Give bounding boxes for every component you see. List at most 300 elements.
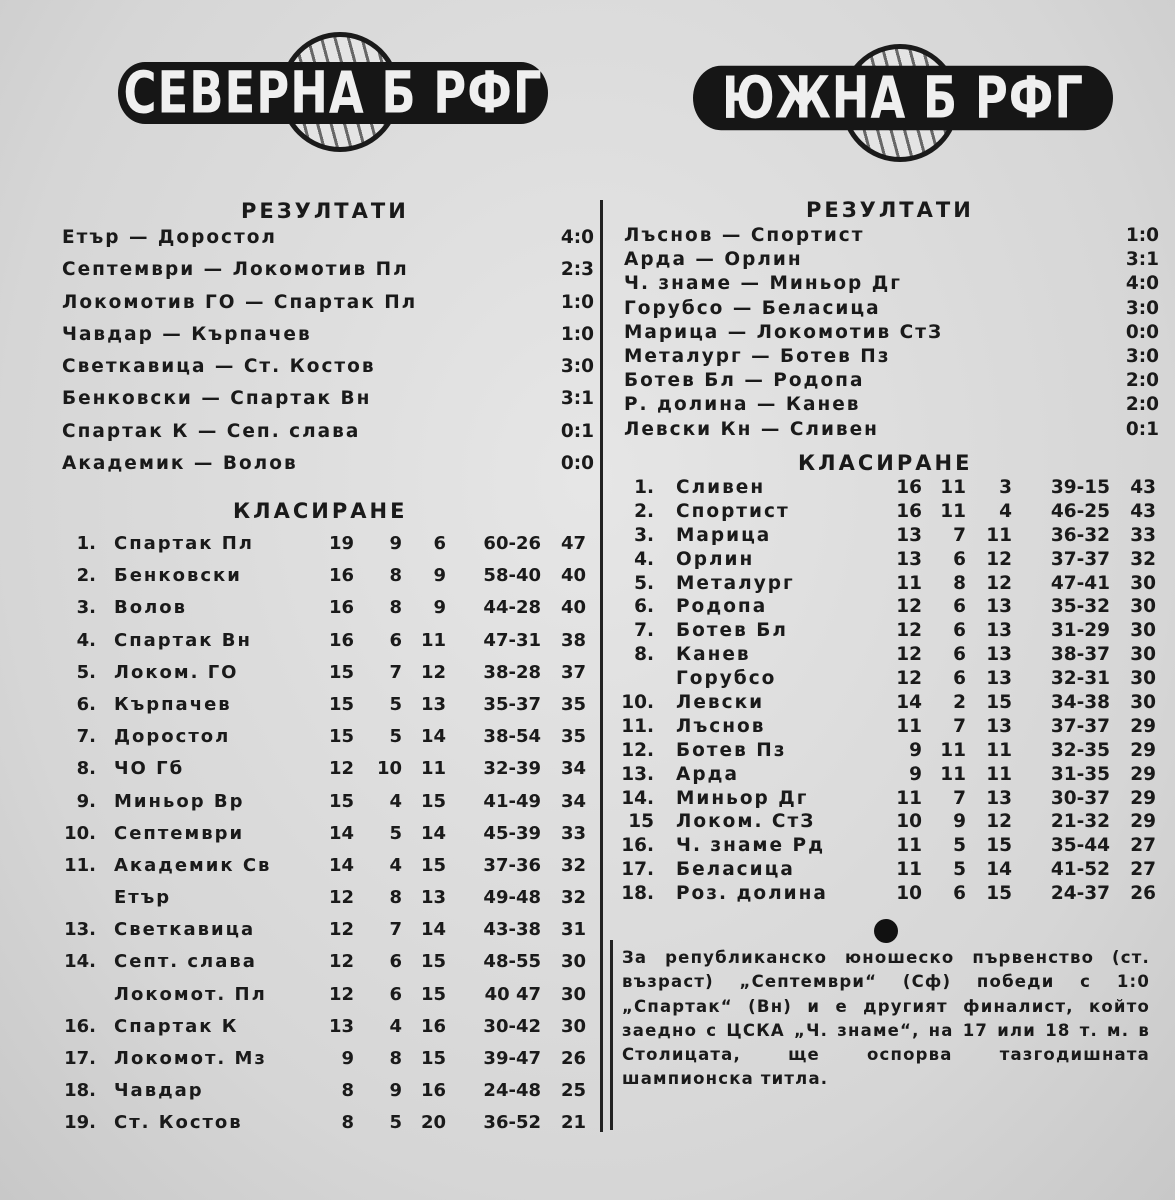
north-banner [118, 32, 548, 162]
points: 26 [1130, 883, 1156, 905]
goal-difference: 46-25 [1050, 500, 1110, 522]
draws: 6 [953, 548, 966, 570]
wins: 15 [328, 661, 354, 683]
draws: 4 [389, 790, 402, 812]
wins: 15 [328, 693, 354, 715]
goal-difference: 34-38 [1050, 692, 1110, 714]
wins: 8 [341, 1112, 354, 1134]
wins: 14 [328, 822, 354, 844]
draws: 6 [953, 596, 966, 618]
wins: 13 [328, 1015, 354, 1037]
goal-difference: 37-37 [1050, 715, 1110, 737]
goal-difference: 44-28 [483, 597, 541, 619]
wins: 13 [896, 524, 922, 546]
standings-row [46, 850, 586, 882]
draws: 7 [953, 787, 966, 809]
match-score: 0:0 [560, 453, 594, 475]
standings-row [604, 476, 1156, 500]
position-number: 6. [76, 693, 96, 715]
position-number: 19. [64, 1112, 96, 1134]
position-number: 15 [628, 811, 654, 833]
losses: 6 [433, 533, 446, 554]
position-number: 13. [64, 919, 96, 941]
result-row [624, 418, 1159, 442]
draws: 7 [389, 919, 402, 941]
match-score: 2:3 [560, 259, 594, 281]
standings-row [604, 810, 1156, 834]
match-score: 2:0 [1125, 394, 1159, 416]
position-number: 12. [621, 739, 654, 761]
standings-row [604, 739, 1156, 763]
points: 30 [560, 1015, 586, 1037]
draws: 9 [389, 1080, 402, 1102]
draws: 5 [953, 835, 966, 857]
position-number: 3. [76, 597, 96, 619]
result-row [62, 383, 594, 415]
standings-row [46, 1107, 586, 1139]
match-score: 3:0 [560, 356, 594, 378]
draws: 10 [376, 758, 402, 780]
goal-difference: 35-32 [1050, 596, 1110, 618]
goal-difference: 30-37 [1050, 787, 1110, 809]
goal-difference: 30-42 [483, 1015, 541, 1037]
draws: 8 [389, 597, 402, 619]
position-number: 11. [621, 715, 654, 737]
position-number: 10. [64, 822, 96, 844]
draws: 5 [389, 726, 402, 748]
losses: 11 [986, 524, 1012, 546]
points: 40 [560, 597, 586, 619]
standings-row [604, 691, 1156, 715]
team-name: Орлин [676, 548, 755, 570]
goal-difference: 60-26 [483, 533, 541, 554]
position-number: 1. [634, 477, 654, 498]
losses: 15 [986, 883, 1012, 905]
team-name: Ботев Пз [676, 739, 787, 761]
match-score: 1:0 [1125, 225, 1159, 246]
match-teams: Лъснов — Спортист [624, 225, 865, 246]
standings-row [46, 1011, 586, 1043]
wins: 12 [896, 596, 922, 618]
match-teams: Арда — Орлин [624, 249, 803, 271]
team-name: Локом. СтЗ [676, 811, 816, 833]
losses: 13 [986, 787, 1012, 809]
match-score: 4:0 [1125, 273, 1159, 295]
wins: 19 [328, 533, 354, 554]
goal-difference: 38-37 [1050, 644, 1110, 666]
south-results-list [624, 224, 1159, 442]
position-number: 16. [621, 835, 654, 857]
match-score: 1:0 [560, 323, 594, 345]
points: 43 [1130, 477, 1156, 498]
position-number: 6. [634, 596, 654, 618]
match-score: 0:1 [1125, 418, 1159, 440]
match-score: 0:0 [1125, 321, 1159, 343]
standings-row [604, 572, 1156, 596]
standings-row [46, 882, 586, 914]
result-row [624, 321, 1159, 345]
goal-difference: 39-15 [1050, 477, 1110, 498]
position-number: 1. [76, 533, 96, 554]
position-number: 13. [621, 763, 654, 785]
points: 30 [1130, 596, 1156, 618]
points: 31 [560, 919, 586, 941]
draws: 9 [953, 811, 966, 833]
goal-difference: 32-31 [1050, 668, 1110, 690]
losses: 9 [433, 565, 446, 587]
wins: 15 [328, 790, 354, 812]
standings-row [604, 643, 1156, 667]
goal-difference: 45-39 [483, 822, 541, 844]
result-row [62, 287, 594, 319]
match-score: 1:0 [560, 291, 594, 313]
wins: 12 [896, 668, 922, 690]
team-name: Ч. знаме Рд [676, 835, 826, 857]
result-row [62, 351, 594, 383]
team-name: Кърпачев [114, 693, 232, 715]
draws: 6 [389, 951, 402, 973]
standings-row [46, 914, 586, 946]
wins: 12 [328, 887, 354, 909]
points: 29 [1130, 763, 1156, 785]
standings-row [46, 625, 586, 657]
losses: 14 [986, 859, 1012, 881]
wins: 9 [909, 763, 922, 785]
losses: 13 [420, 693, 446, 715]
result-row [624, 272, 1159, 296]
goal-difference: 31-29 [1050, 620, 1110, 642]
south-banner [693, 40, 1113, 160]
result-row [62, 254, 594, 286]
match-score: 0:1 [560, 420, 594, 442]
goal-difference: 35-44 [1050, 835, 1110, 857]
draws: 8 [389, 1048, 402, 1069]
losses: 14 [420, 822, 446, 844]
match-teams: Светкавица — Ст. Костов [62, 356, 376, 378]
match-teams: Металург — Ботев Пз [624, 345, 891, 367]
points: 21 [560, 1112, 586, 1134]
goal-difference: 47-41 [1050, 572, 1110, 594]
goal-difference: 24-48 [483, 1080, 541, 1102]
draws: 6 [389, 629, 402, 651]
wins: 9 [909, 739, 922, 761]
match-teams: Ч. знаме — Миньор Дг [624, 273, 902, 295]
team-name: Ст. Костов [114, 1112, 243, 1134]
points: 47 [560, 533, 586, 554]
losses: 13 [986, 620, 1012, 642]
draws: 4 [389, 1015, 402, 1037]
team-name: Сливен [676, 477, 766, 498]
standings-row [46, 1043, 586, 1075]
position-number: 3. [634, 524, 654, 546]
points: 27 [1130, 859, 1156, 881]
losses: 11 [420, 758, 446, 780]
wins: 10 [896, 811, 922, 833]
team-name: Металург [676, 572, 795, 594]
match-teams: Бенковски — Спартак Вн [62, 388, 372, 410]
position-number: 11. [64, 854, 96, 876]
team-name: Септ. слава [114, 951, 257, 973]
losses: 15 [420, 790, 446, 812]
position-number: 10. [621, 692, 654, 714]
team-name: Локомот. Мз [114, 1048, 267, 1069]
goal-difference: 38-54 [483, 726, 541, 748]
points: 30 [1130, 572, 1156, 594]
team-name: ЧО Гб [114, 758, 185, 780]
team-name: Беласица [676, 859, 795, 881]
north-results-list [62, 222, 594, 480]
standings-row [604, 667, 1156, 691]
standings-row [604, 548, 1156, 572]
goal-difference: 39-47 [483, 1048, 541, 1069]
losses: 15 [420, 1048, 446, 1069]
position-number: 4. [634, 548, 654, 570]
position-number: 5. [634, 572, 654, 594]
bullet-dot [874, 919, 898, 943]
draws: 6 [389, 983, 402, 1005]
north-standings-table [46, 528, 586, 1140]
losses: 13 [986, 715, 1012, 737]
points: 30 [1130, 668, 1156, 690]
goal-difference: 32-35 [1050, 739, 1110, 761]
team-name: Локомот. Пл [114, 983, 267, 1005]
standings-row [604, 787, 1156, 811]
match-score: 3:1 [560, 388, 594, 410]
north-results-heading: РЕЗУЛТАТИ [241, 199, 409, 223]
draws: 5 [389, 693, 402, 715]
goal-difference: 35-37 [483, 693, 541, 715]
result-row [624, 393, 1159, 417]
team-name: Арда [676, 763, 739, 785]
wins: 9 [341, 1048, 354, 1069]
position-number: 8. [76, 758, 96, 780]
draws: 8 [389, 565, 402, 587]
match-teams: Ботев Бл — Родопа [624, 370, 865, 392]
points: 34 [560, 790, 586, 812]
team-name: Спартак Вн [114, 629, 252, 651]
goal-difference: 37-37 [1050, 548, 1110, 570]
draws: 8 [389, 887, 402, 909]
wins: 14 [328, 854, 354, 876]
match-teams: Локомотив ГО — Спартак Пл [62, 291, 418, 313]
team-name: Локом. ГО [114, 661, 239, 683]
draws: 5 [953, 859, 966, 881]
losses: 13 [986, 596, 1012, 618]
standings-row [46, 818, 586, 850]
losses: 12 [420, 661, 446, 683]
points: 27 [1130, 835, 1156, 857]
standings-row [46, 721, 586, 753]
standings-row [46, 979, 586, 1011]
losses: 12 [986, 572, 1012, 594]
standings-row [604, 524, 1156, 548]
wins: 16 [328, 597, 354, 619]
goal-difference: 36-52 [483, 1112, 541, 1134]
wins: 16 [328, 565, 354, 587]
goal-difference: 31-35 [1050, 763, 1110, 785]
goal-difference: 43-38 [483, 919, 541, 941]
points: 35 [560, 726, 586, 748]
result-row [624, 248, 1159, 272]
team-name: Етър [114, 887, 172, 909]
losses: 4 [999, 500, 1012, 522]
position-number: 14. [621, 787, 654, 809]
result-row [624, 345, 1159, 369]
wins: 11 [896, 859, 922, 881]
losses: 13 [420, 887, 446, 909]
result-row [62, 319, 594, 351]
position-number: 9. [76, 790, 96, 812]
standings-row [604, 834, 1156, 858]
goal-difference: 58-40 [483, 565, 541, 587]
team-name: Левски [676, 692, 765, 714]
points: 32 [560, 854, 586, 876]
wins: 14 [896, 692, 922, 714]
team-name: Светкавица [114, 919, 256, 941]
wins: 12 [328, 983, 354, 1005]
standings-row [604, 715, 1156, 739]
standings-row [604, 858, 1156, 882]
points: 33 [560, 822, 586, 844]
match-teams: Септември — Локомотив Пл [62, 259, 409, 281]
losses: 15 [986, 835, 1012, 857]
points: 26 [560, 1048, 586, 1069]
goal-difference: 41-49 [483, 790, 541, 812]
position-number: 8. [634, 644, 654, 666]
team-name: Чавдар [114, 1080, 204, 1102]
team-name: Спортист [676, 500, 790, 522]
position-number: 4. [76, 629, 96, 651]
losses: 12 [986, 811, 1012, 833]
standings-row [46, 753, 586, 785]
match-teams: Горубсо — Беласица [624, 297, 881, 319]
goal-difference: 40 47 [484, 983, 541, 1005]
match-score: 4:0 [560, 227, 594, 248]
wins: 11 [896, 787, 922, 809]
goal-difference: 41-52 [1050, 859, 1110, 881]
points: 40 [560, 565, 586, 587]
wins: 16 [328, 629, 354, 651]
column-divider [600, 200, 603, 1132]
team-name: Марица [676, 524, 772, 546]
goal-difference: 36-32 [1050, 524, 1110, 546]
points: 33 [1130, 524, 1156, 546]
losses: 15 [420, 983, 446, 1005]
points: 30 [1130, 620, 1156, 642]
match-teams: Левски Кн — Сливен [624, 418, 879, 440]
standings-row [46, 689, 586, 721]
losses: 9 [433, 597, 446, 619]
losses: 13 [986, 668, 1012, 690]
points: 30 [560, 983, 586, 1005]
draws: 6 [953, 644, 966, 666]
standings-row [604, 595, 1156, 619]
result-row [624, 224, 1159, 248]
goal-difference: 49-48 [483, 887, 541, 909]
team-name: Бенковски [114, 565, 242, 587]
draws: 11 [940, 500, 966, 522]
wins: 12 [328, 758, 354, 780]
standings-row [46, 560, 586, 592]
team-name: Септември [114, 822, 245, 844]
team-name: Ботев Бл [676, 620, 788, 642]
goal-difference: 48-55 [483, 951, 541, 973]
position-number: 2. [634, 500, 654, 522]
team-name: Спартак Пл [114, 533, 254, 554]
points: 35 [560, 693, 586, 715]
south-results-heading: РЕЗУЛТАТИ [806, 198, 974, 222]
draws: 5 [389, 822, 402, 844]
points: 30 [1130, 644, 1156, 666]
draws: 7 [389, 661, 402, 683]
team-name: Лъснов [676, 715, 766, 737]
goal-difference: 32-39 [483, 758, 541, 780]
position-number: 18. [64, 1080, 96, 1102]
south-standings-heading: КЛАСИРАНЕ [798, 451, 973, 475]
draws: 6 [953, 883, 966, 905]
draws: 11 [940, 477, 966, 498]
losses: 20 [420, 1112, 446, 1134]
match-teams: Спартак К — Сеп. слава [62, 420, 361, 442]
match-score: 3:0 [1125, 297, 1159, 319]
points: 30 [560, 951, 586, 973]
match-teams: Академик — Волов [62, 453, 298, 475]
wins: 11 [896, 572, 922, 594]
wins: 12 [328, 919, 354, 941]
north-banner-title: СЕВЕРНА Б РФГ [118, 62, 548, 124]
wins: 12 [896, 644, 922, 666]
position-number: 2. [76, 565, 96, 587]
draws: 2 [953, 692, 966, 714]
points: 37 [560, 661, 586, 683]
wins: 8 [341, 1080, 354, 1102]
position-number: 7. [634, 620, 654, 642]
losses: 15 [420, 854, 446, 876]
standings-row [604, 763, 1156, 787]
wins: 11 [896, 715, 922, 737]
team-name: Доростол [114, 726, 231, 748]
standings-row [604, 882, 1156, 906]
losses: 11 [986, 763, 1012, 785]
draws: 6 [953, 620, 966, 642]
losses: 15 [420, 951, 446, 973]
match-score: 3:1 [1125, 249, 1159, 271]
draws: 9 [389, 533, 402, 554]
youth-championship-note: За републиканско юношеско първенство (ст. възраст) „Септември“ (Сф) победи с 1:0 „Спартак“ (Вн) и е другият финалист, който заедно с ЦСКА „Ч. знаме“, на 17 или 18 т. м. в Столицата, ще оспорва тазгодишната шампионска титла. [622, 948, 1150, 1089]
draws: 4 [389, 854, 402, 876]
wins: 10 [896, 883, 922, 905]
standings-row [46, 528, 586, 560]
goal-difference: 37-36 [483, 854, 541, 876]
wins: 15 [328, 726, 354, 748]
team-name: Канев [676, 644, 751, 666]
draws: 7 [953, 715, 966, 737]
team-name: Горубсо [676, 668, 777, 690]
standings-row [604, 619, 1156, 643]
wins: 13 [896, 548, 922, 570]
wins: 11 [896, 835, 922, 857]
north-standings-heading: КЛАСИРАНЕ [233, 499, 408, 523]
losses: 11 [420, 629, 446, 651]
goal-difference: 47-31 [483, 629, 541, 651]
standings-row [46, 1075, 586, 1107]
position-number: 17. [621, 859, 654, 881]
result-row [624, 297, 1159, 321]
match-score: 2:0 [1125, 370, 1159, 392]
position-number: 16. [64, 1015, 96, 1037]
losses: 14 [420, 919, 446, 941]
wins: 12 [328, 951, 354, 973]
